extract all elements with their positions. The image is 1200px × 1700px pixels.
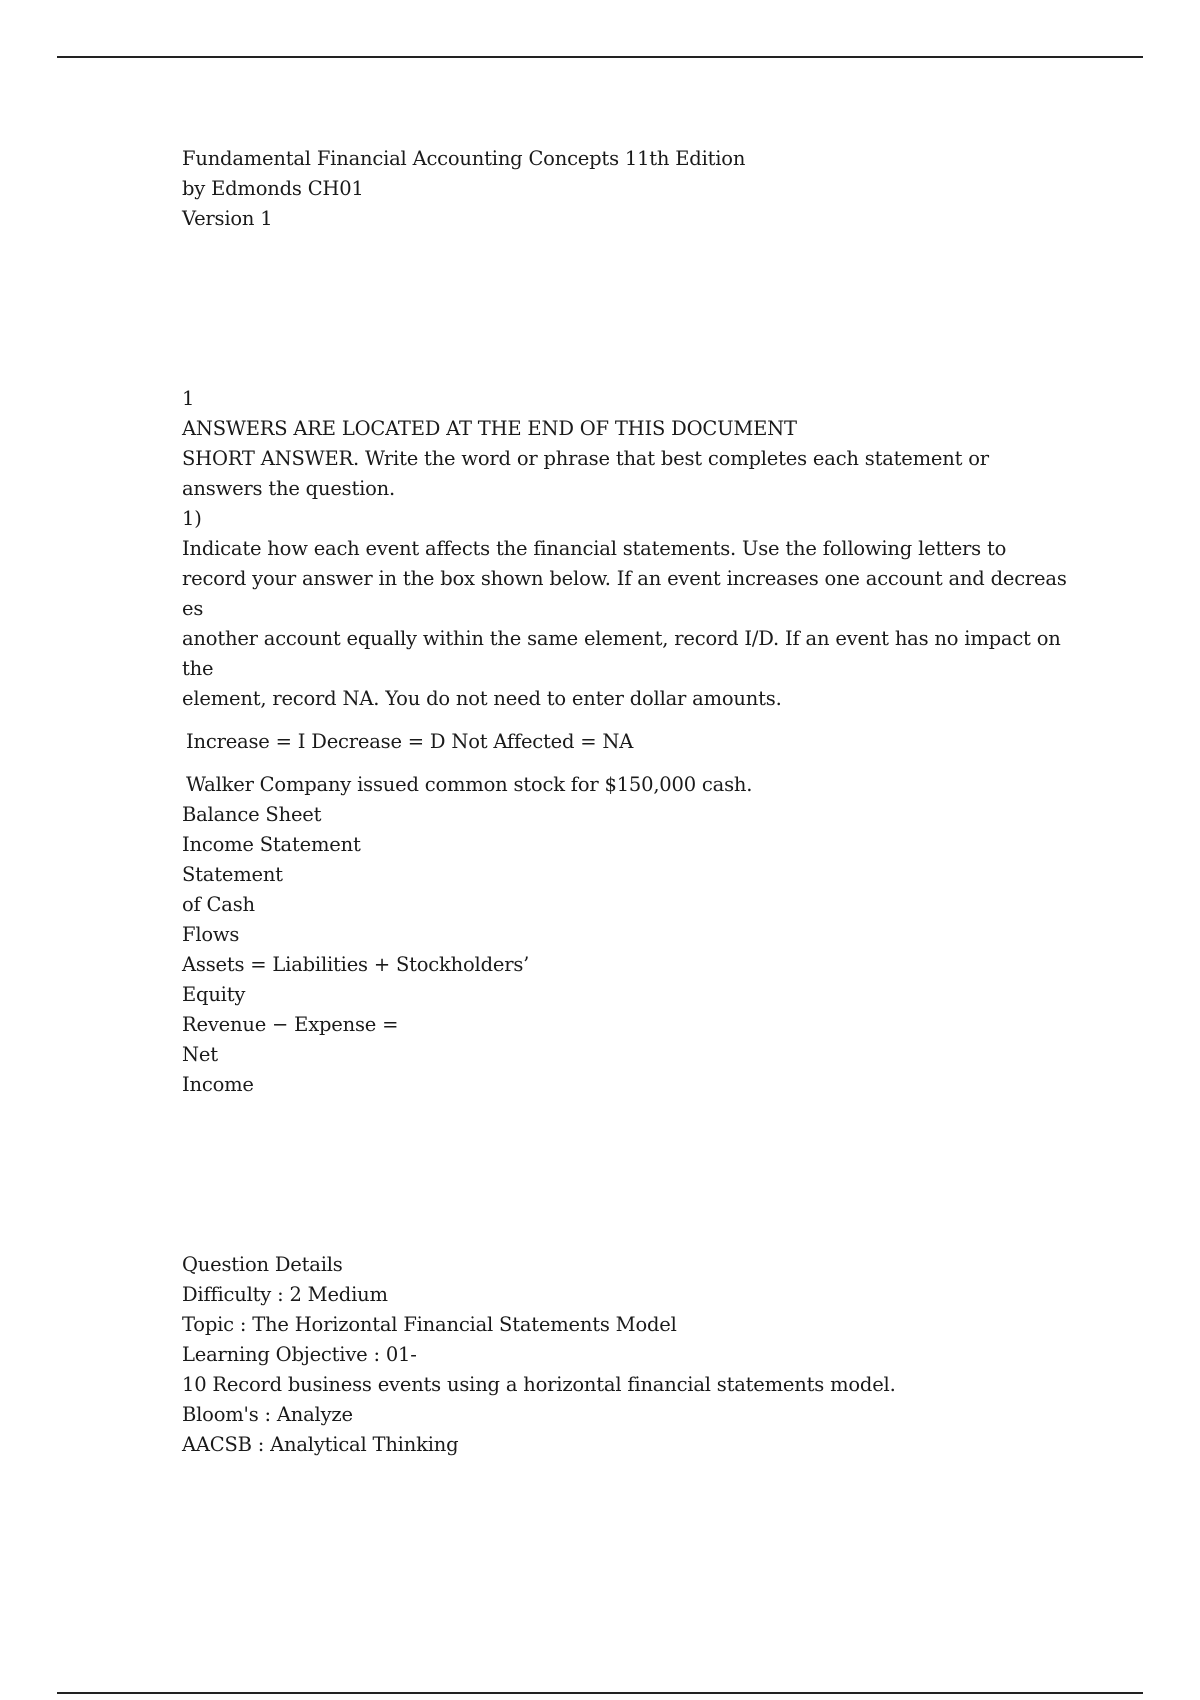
- answers-note: ANSWERS ARE LOCATED AT THE END OF THIS DOCUMENT: [182, 417, 797, 440]
- details-heading: Question Details: [182, 1253, 343, 1276]
- instructions-line: SHORT ANSWER. Write the word or phrase that best completes each statement or: [182, 447, 989, 470]
- question-number: 1): [182, 507, 202, 530]
- financial-statements-model: [182, 800, 1062, 1100]
- prompt-line: the: [182, 657, 214, 680]
- model-label: of Cash: [182, 893, 255, 916]
- model-label: Assets = Liabilities + Stockholders’: [182, 953, 530, 976]
- model-label: Equity: [182, 983, 246, 1006]
- question-block: [182, 384, 1067, 1100]
- prompt-line: es: [182, 597, 204, 620]
- legend-line: Increase = I Decrease = D Not Affected = NA: [186, 730, 634, 753]
- document-body: [182, 144, 1067, 1460]
- title-line: Version 1: [182, 207, 273, 230]
- title-line: by Edmonds CH01: [182, 177, 364, 200]
- title-line: Fundamental Financial Accounting Concepts 11th Edition: [182, 147, 746, 170]
- prompt-line: record your answer in the box shown below. If an event increases one account and decreas: [182, 567, 1067, 590]
- details-line: AACSB : Analytical Thinking: [182, 1433, 459, 1456]
- details-line: Topic : The Horizontal Financial Statements Model: [182, 1313, 677, 1336]
- spacer: [182, 234, 1062, 384]
- event-line: Walker Company issued common stock for $150,000 cash.: [186, 773, 753, 796]
- spacer: [182, 1100, 1062, 1250]
- model-label: Balance Sheet: [182, 803, 322, 826]
- question-details: [182, 1250, 1062, 1460]
- details-line: Bloom's : Analyze: [182, 1403, 353, 1426]
- document-title: [182, 144, 1062, 234]
- prompt-line: Indicate how each event affects the financial statements. Use the following letters to: [182, 537, 1007, 560]
- prompt-line: another account equally within the same element, record I/D. If an event has no impact on: [182, 627, 1061, 650]
- model-label: Income Statement: [182, 833, 361, 856]
- top-divider: [57, 56, 1143, 58]
- model-label: Income: [182, 1073, 254, 1096]
- model-label: Flows: [182, 923, 240, 946]
- details-line: 10 Record business events using a horizontal financial statements model.: [182, 1373, 896, 1396]
- instructions-line: answers the question.: [182, 477, 396, 500]
- details-line: Learning Objective : 01-: [182, 1343, 417, 1366]
- details-line: Difficulty : 2 Medium: [182, 1283, 388, 1306]
- bottom-divider: [57, 1692, 1143, 1694]
- model-label: Net: [182, 1043, 218, 1066]
- model-label: Statement: [182, 863, 283, 886]
- prompt-line: element, record NA. You do not need to enter dollar amounts.: [182, 687, 782, 710]
- page-number: 1: [182, 387, 195, 410]
- model-label: Revenue − Expense =: [182, 1013, 399, 1036]
